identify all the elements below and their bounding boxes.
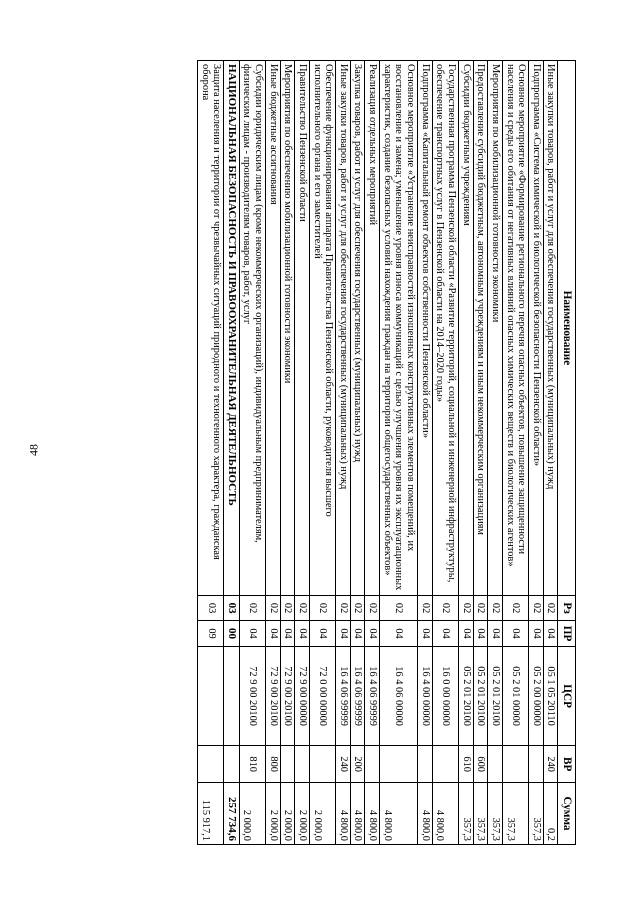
cell-name: Мероприятия по мобилизационной готовности экономики bbox=[488, 61, 503, 596]
cell-rz: 02 bbox=[380, 595, 418, 620]
cell-csr: 72 9 00 20100 bbox=[239, 646, 265, 746]
header-csr: ЦСР bbox=[558, 646, 576, 746]
cell-sum: 2 000,0 bbox=[309, 782, 335, 844]
cell-sum: 2 000,0 bbox=[239, 782, 265, 844]
cell-vr bbox=[502, 746, 528, 783]
cell-vr bbox=[488, 746, 503, 783]
cell-pr: 04 bbox=[239, 621, 265, 646]
table-row bbox=[295, 61, 310, 845]
cell-pr: 04 bbox=[309, 621, 335, 646]
cell-csr: 16 4 00 00000 bbox=[418, 646, 433, 746]
table-row bbox=[380, 61, 418, 845]
table-row bbox=[529, 61, 544, 845]
cell-rz: 02 bbox=[336, 595, 351, 620]
cell-rz: 02 bbox=[266, 595, 281, 620]
cell-csr: 16 0 00 00000 bbox=[432, 646, 458, 746]
header-name: Наименование bbox=[558, 61, 576, 596]
table-row bbox=[224, 61, 239, 845]
cell-rz: 02 bbox=[239, 595, 265, 620]
rotated-page bbox=[76, 60, 576, 845]
cell-vr bbox=[295, 746, 310, 783]
cell-vr: 810 bbox=[239, 746, 265, 783]
cell-sum: 357,3 bbox=[488, 782, 503, 844]
cell-pr: 04 bbox=[295, 621, 310, 646]
header-pr: ПР bbox=[558, 621, 576, 646]
cell-csr: 16 4 06 99999 bbox=[365, 646, 380, 746]
cell-vr: 200 bbox=[350, 746, 365, 783]
cell-vr bbox=[432, 746, 458, 783]
cell-csr: 72 9 00 20100 bbox=[280, 646, 295, 746]
cell-csr bbox=[198, 646, 224, 746]
page-number: 48 bbox=[26, 444, 41, 456]
cell-pr: 04 bbox=[473, 621, 488, 646]
table-row bbox=[543, 61, 558, 845]
cell-sum: 4 800,0 bbox=[336, 782, 351, 844]
cell-sum: 2 000,0 bbox=[280, 782, 295, 844]
header-sum: Сумма bbox=[558, 782, 576, 844]
cell-sum: 2 000,0 bbox=[295, 782, 310, 844]
cell-sum: 357,3 bbox=[529, 782, 544, 844]
cell-rz: 02 bbox=[458, 595, 473, 620]
cell-rz: 02 bbox=[350, 595, 365, 620]
cell-sum: 0,2 bbox=[543, 782, 558, 844]
cell-name: НАЦИОНАЛЬНАЯ БЕЗОПАСНОСТЬ И ПРАВООХРАНИТЕЛЬНАЯ ДЕЯТЕЛЬНОСТЬ bbox=[224, 61, 239, 596]
cell-csr: 72 9 00 20100 bbox=[266, 646, 281, 746]
cell-vr bbox=[365, 746, 380, 783]
cell-pr: 04 bbox=[458, 621, 473, 646]
cell-pr: 04 bbox=[502, 621, 528, 646]
cell-vr bbox=[418, 746, 433, 783]
cell-csr: 72 9 00 00000 bbox=[295, 646, 310, 746]
table-row bbox=[502, 61, 528, 845]
cell-vr: 610 bbox=[458, 746, 473, 783]
cell-pr: 04 bbox=[543, 621, 558, 646]
table-row bbox=[365, 61, 380, 845]
cell-vr bbox=[309, 746, 335, 783]
cell-sum: 357,3 bbox=[502, 782, 528, 844]
table-row bbox=[418, 61, 433, 845]
cell-csr: 05 2 01 20100 bbox=[488, 646, 503, 746]
cell-rz: 02 bbox=[309, 595, 335, 620]
cell-pr: 09 bbox=[198, 621, 224, 646]
table-body bbox=[198, 61, 558, 845]
cell-sum: 4 800,0 bbox=[380, 782, 418, 844]
cell-sum: 357,3 bbox=[458, 782, 473, 844]
cell-name: Обеспечение функционирования аппарата Правительства Пензенской области, руководителя высшего исполнительного органа и его заместителей bbox=[309, 61, 335, 596]
table-header-row bbox=[558, 61, 576, 845]
cell-rz: 02 bbox=[365, 595, 380, 620]
cell-pr: 04 bbox=[418, 621, 433, 646]
cell-name: Мероприятия по обеспечению мобилизационной готовности экономики bbox=[280, 61, 295, 596]
cell-name: Защита населения и территории от чрезвычайных ситуаций природного и техногенного характера, гражданская оборона bbox=[198, 61, 224, 596]
table-row bbox=[309, 61, 335, 845]
cell-name: Иные закупки товаров, работ и услуг для обеспечения государственных (муниципальных) нужд bbox=[543, 61, 558, 596]
table-row bbox=[350, 61, 365, 845]
cell-rz: 02 bbox=[529, 595, 544, 620]
cell-pr: 04 bbox=[488, 621, 503, 646]
cell-sum: 4 800,0 bbox=[418, 782, 433, 844]
cell-rz: 02 bbox=[418, 595, 433, 620]
cell-sum: 2 000,0 bbox=[266, 782, 281, 844]
cell-pr: 04 bbox=[336, 621, 351, 646]
cell-sum: 357,3 bbox=[473, 782, 488, 844]
cell-csr bbox=[224, 646, 239, 746]
cell-pr: 04 bbox=[529, 621, 544, 646]
table-row bbox=[458, 61, 473, 845]
cell-csr: 16 4 06 99999 bbox=[350, 646, 365, 746]
cell-pr: 00 bbox=[224, 621, 239, 646]
cell-name: Субсидии бюджетным учреждениям bbox=[458, 61, 473, 596]
cell-rz: 02 bbox=[488, 595, 503, 620]
cell-rz: 02 bbox=[295, 595, 310, 620]
cell-rz: 02 bbox=[432, 595, 458, 620]
cell-csr: 05 2 01 00000 bbox=[502, 646, 528, 746]
table-row bbox=[239, 61, 265, 845]
table-row bbox=[488, 61, 503, 845]
cell-vr bbox=[198, 746, 224, 783]
cell-pr: 04 bbox=[280, 621, 295, 646]
cell-vr bbox=[280, 746, 295, 783]
cell-vr bbox=[224, 746, 239, 783]
cell-csr: 05 2 00 00000 bbox=[529, 646, 544, 746]
cell-vr: 600 bbox=[473, 746, 488, 783]
cell-name: Основное мероприятие «Формирование регионального перечня опасных объектов, повышение защищенности населения и среды его обитания от негативных влияний опасных химических веществ и биологических агентов» bbox=[502, 61, 528, 596]
cell-name: Закупка товаров, работ и услуг для обеспечения государственных (муниципальных) нужд bbox=[350, 61, 365, 596]
cell-sum: 4 800,0 bbox=[432, 782, 458, 844]
cell-pr: 04 bbox=[380, 621, 418, 646]
cell-rz: 03 bbox=[198, 595, 224, 620]
cell-csr: 72 0 00 00000 bbox=[309, 646, 335, 746]
cell-name: Иные закупки товаров, работ и услуг для обеспечения государственных (муниципальных) нужд bbox=[336, 61, 351, 596]
cell-csr: 16 4 06 99999 bbox=[336, 646, 351, 746]
budget-table bbox=[197, 60, 576, 845]
cell-rz: 02 bbox=[543, 595, 558, 620]
cell-name: Предоставление субсидий бюджетным, автономным учреждениям и иным некоммерческим организациям bbox=[473, 61, 488, 596]
cell-csr: 16 4 06 00000 bbox=[380, 646, 418, 746]
cell-name: Подпрограмма «Капитальный ремонт объектов собственности Пензенской области» bbox=[418, 61, 433, 596]
cell-vr: 240 bbox=[543, 746, 558, 783]
cell-rz: 02 bbox=[502, 595, 528, 620]
table-row bbox=[266, 61, 281, 845]
cell-vr bbox=[529, 746, 544, 783]
cell-sum: 4 800,0 bbox=[365, 782, 380, 844]
cell-sum: 257 734,6 bbox=[224, 782, 239, 844]
cell-csr: 05 2 01 20100 bbox=[473, 646, 488, 746]
cell-pr: 04 bbox=[432, 621, 458, 646]
cell-name: Основное мероприятие «Устранение неисправностей изношенных конструктивных элементов помещений, их восстановление и замена; уменьшение уровня износа коммуникаций с целью улучшения уровня их эксплуатационных характеристик, создание безопасных условий нахождения граждан на территории общегосударственных объектов» bbox=[380, 61, 418, 596]
cell-vr bbox=[380, 746, 418, 783]
cell-name: Иные бюджетные ассигнования bbox=[266, 61, 281, 596]
table-row bbox=[280, 61, 295, 845]
cell-csr: 05 1 05 20110 bbox=[543, 646, 558, 746]
table-row bbox=[432, 61, 458, 845]
cell-name: Правительство Пензенской области bbox=[295, 61, 310, 596]
cell-rz: 03 bbox=[224, 595, 239, 620]
cell-name: Субсидии юридическим лицам (кроме некоммерческих организаций), индивидуальным предпринимателям, физическим лицам - производителям товаров, работ, услуг bbox=[239, 61, 265, 596]
cell-rz: 02 bbox=[473, 595, 488, 620]
cell-csr: 05 2 01 20100 bbox=[458, 646, 473, 746]
cell-name: Реализация отдельных мероприятий bbox=[365, 61, 380, 596]
header-vr: ВР bbox=[558, 746, 576, 783]
header-rz: Рз bbox=[558, 595, 576, 620]
table-row bbox=[198, 61, 224, 845]
cell-rz: 02 bbox=[280, 595, 295, 620]
cell-vr: 240 bbox=[336, 746, 351, 783]
table-row bbox=[336, 61, 351, 845]
cell-pr: 04 bbox=[365, 621, 380, 646]
cell-name: Подпрограмма «Система химической и биологической безопасности Пензенской области» bbox=[529, 61, 544, 596]
table-row bbox=[473, 61, 488, 845]
cell-pr: 04 bbox=[350, 621, 365, 646]
cell-pr: 04 bbox=[266, 621, 281, 646]
cell-name: Государственная программа Пензенской области «Развитие территорий, социальной и инженерной инфраструктуры, обеспечение транспортных услуг в Пензенской области на 2014–2020 годы» bbox=[432, 61, 458, 596]
cell-vr: 800 bbox=[266, 746, 281, 783]
cell-sum: 115 917,1 bbox=[198, 782, 224, 844]
cell-sum: 4 800,0 bbox=[350, 782, 365, 844]
